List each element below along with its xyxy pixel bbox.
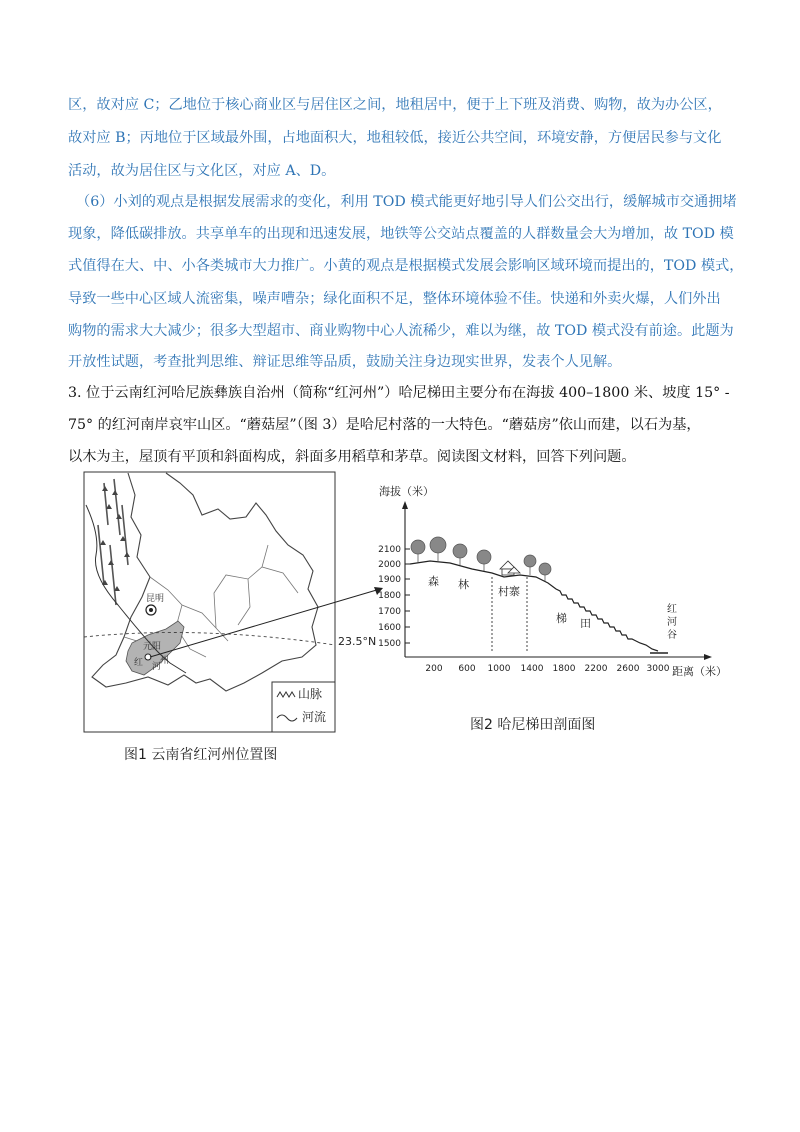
x-tick-label: 2200 <box>584 664 608 674</box>
figure1-map <box>84 472 376 732</box>
zone-label: 红 <box>667 604 677 615</box>
y-tick-label: 1900 <box>378 575 401 585</box>
zone-label: 谷 <box>667 630 677 641</box>
y-tick-label: 1700 <box>378 607 401 617</box>
y-tick-label: 2100 <box>378 545 401 555</box>
x-tick-label: 200 <box>425 664 443 674</box>
answer-line: 式值得在大、中、小各类城市大力推广。小黄的观点是根据模式发展会影响区域环境而提出的，TOD 模式， <box>68 258 744 274</box>
x-tick-label: 600 <box>458 664 476 674</box>
answer-line: 活动，故为居住区与文化区，对应 A、D。 <box>68 163 336 179</box>
answer-line: （6）小刘的观点是根据发展需求的变化，利用 TOD 模式能更好地引导人们公交出行，缓解城市交通拥堵 <box>76 194 737 210</box>
x-tick-label: 1800 <box>552 664 576 674</box>
zone-label: 林 <box>458 578 469 591</box>
question-line: 3. 位于云南红河哈尼族彝族自治州（简称“红河州”）哈尼梯田主要分布在海拔 400–1800 米、坡度 15° - <box>68 385 730 401</box>
region-label: 河 <box>152 662 162 672</box>
x-tick-label: 3000 <box>646 664 670 674</box>
answer-line: 导致一些中心区域人流密集，噪声嘈杂；绿化面积不足，整体环境体验不佳。快递和外卖火爆，人们外出 <box>68 291 721 307</box>
zone-label: 村寨 <box>498 585 520 598</box>
y-tick-label: 2000 <box>378 560 401 570</box>
question-line: 75° 的红河南岸哀牢山区。“蘑菇屋”（图 3）是哈尼村落的一大特色。“蘑菇房”依山而建，以石为基， <box>68 417 701 433</box>
x-tick-label: 2600 <box>616 664 640 674</box>
kunming-label: 昆明 <box>146 594 165 604</box>
x-axis-label: 距离（米） <box>672 665 727 678</box>
x-ticks <box>425 664 669 674</box>
y-tick-label: 1600 <box>378 623 401 633</box>
zone-label: 河 <box>667 617 677 628</box>
region-label: 红 <box>134 658 144 668</box>
figure1-caption: 图1 云南省红河州位置图 <box>124 747 278 763</box>
question-line: 以木为主，屋顶有平顶和斜面构成，斜面多用稻草和茅草。阅读图文材料，回答下列问题。 <box>68 449 636 465</box>
region-label: 州 <box>160 656 170 666</box>
figure2-profile <box>378 484 727 678</box>
y-tick-label: 1800 <box>378 591 401 601</box>
zone-label: 森 <box>428 575 439 588</box>
x-tick-label: 1000 <box>487 664 511 674</box>
latitude-label: 23.5°N <box>338 635 377 648</box>
y-tick-label: 1500 <box>378 639 401 649</box>
figure2-caption: 图2 哈尼梯田剖面图 <box>470 717 596 733</box>
answer-line: 开放性试题，考查批判思维、辩证思维等品质，鼓励关注身边现实世界，发表个人见解。 <box>68 354 622 370</box>
zone-label: 田 <box>580 617 591 630</box>
village-house-icon <box>500 561 520 575</box>
terrain-profile <box>410 561 658 651</box>
figures <box>0 465 800 775</box>
answer-line: 现象，降低碳排放。共享单车的出现和迅速发展，地铁等公交站点覆盖的人群数量会大为增加，故 TOD 模 <box>68 226 734 242</box>
legend-mountain-label: 山脉 <box>298 687 323 701</box>
legend-river-label: 河流 <box>302 710 327 724</box>
y-axis-label: 海拔（米） <box>379 485 434 498</box>
answer-line: 故对应 B；丙地位于区域最外围，占地面积大，地租较低，接近公共空间，环境安静，方便居民参与文化 <box>68 130 722 146</box>
answer-line: 购物的需求大大减少；很多大型超市、商业购物中心人流稀少，难以为继，故 TOD 模式没有前途。此题为 <box>68 323 734 339</box>
x-tick-label: 1400 <box>520 664 544 674</box>
answer-line: 区，故对应 C；乙地位于核心商业区与居住区之间，地租居中，便于上下班及消费、购物，故为办公区， <box>68 97 722 113</box>
zone-label: 梯 <box>556 612 567 625</box>
yuanyang-label: 元阳 <box>143 642 162 652</box>
